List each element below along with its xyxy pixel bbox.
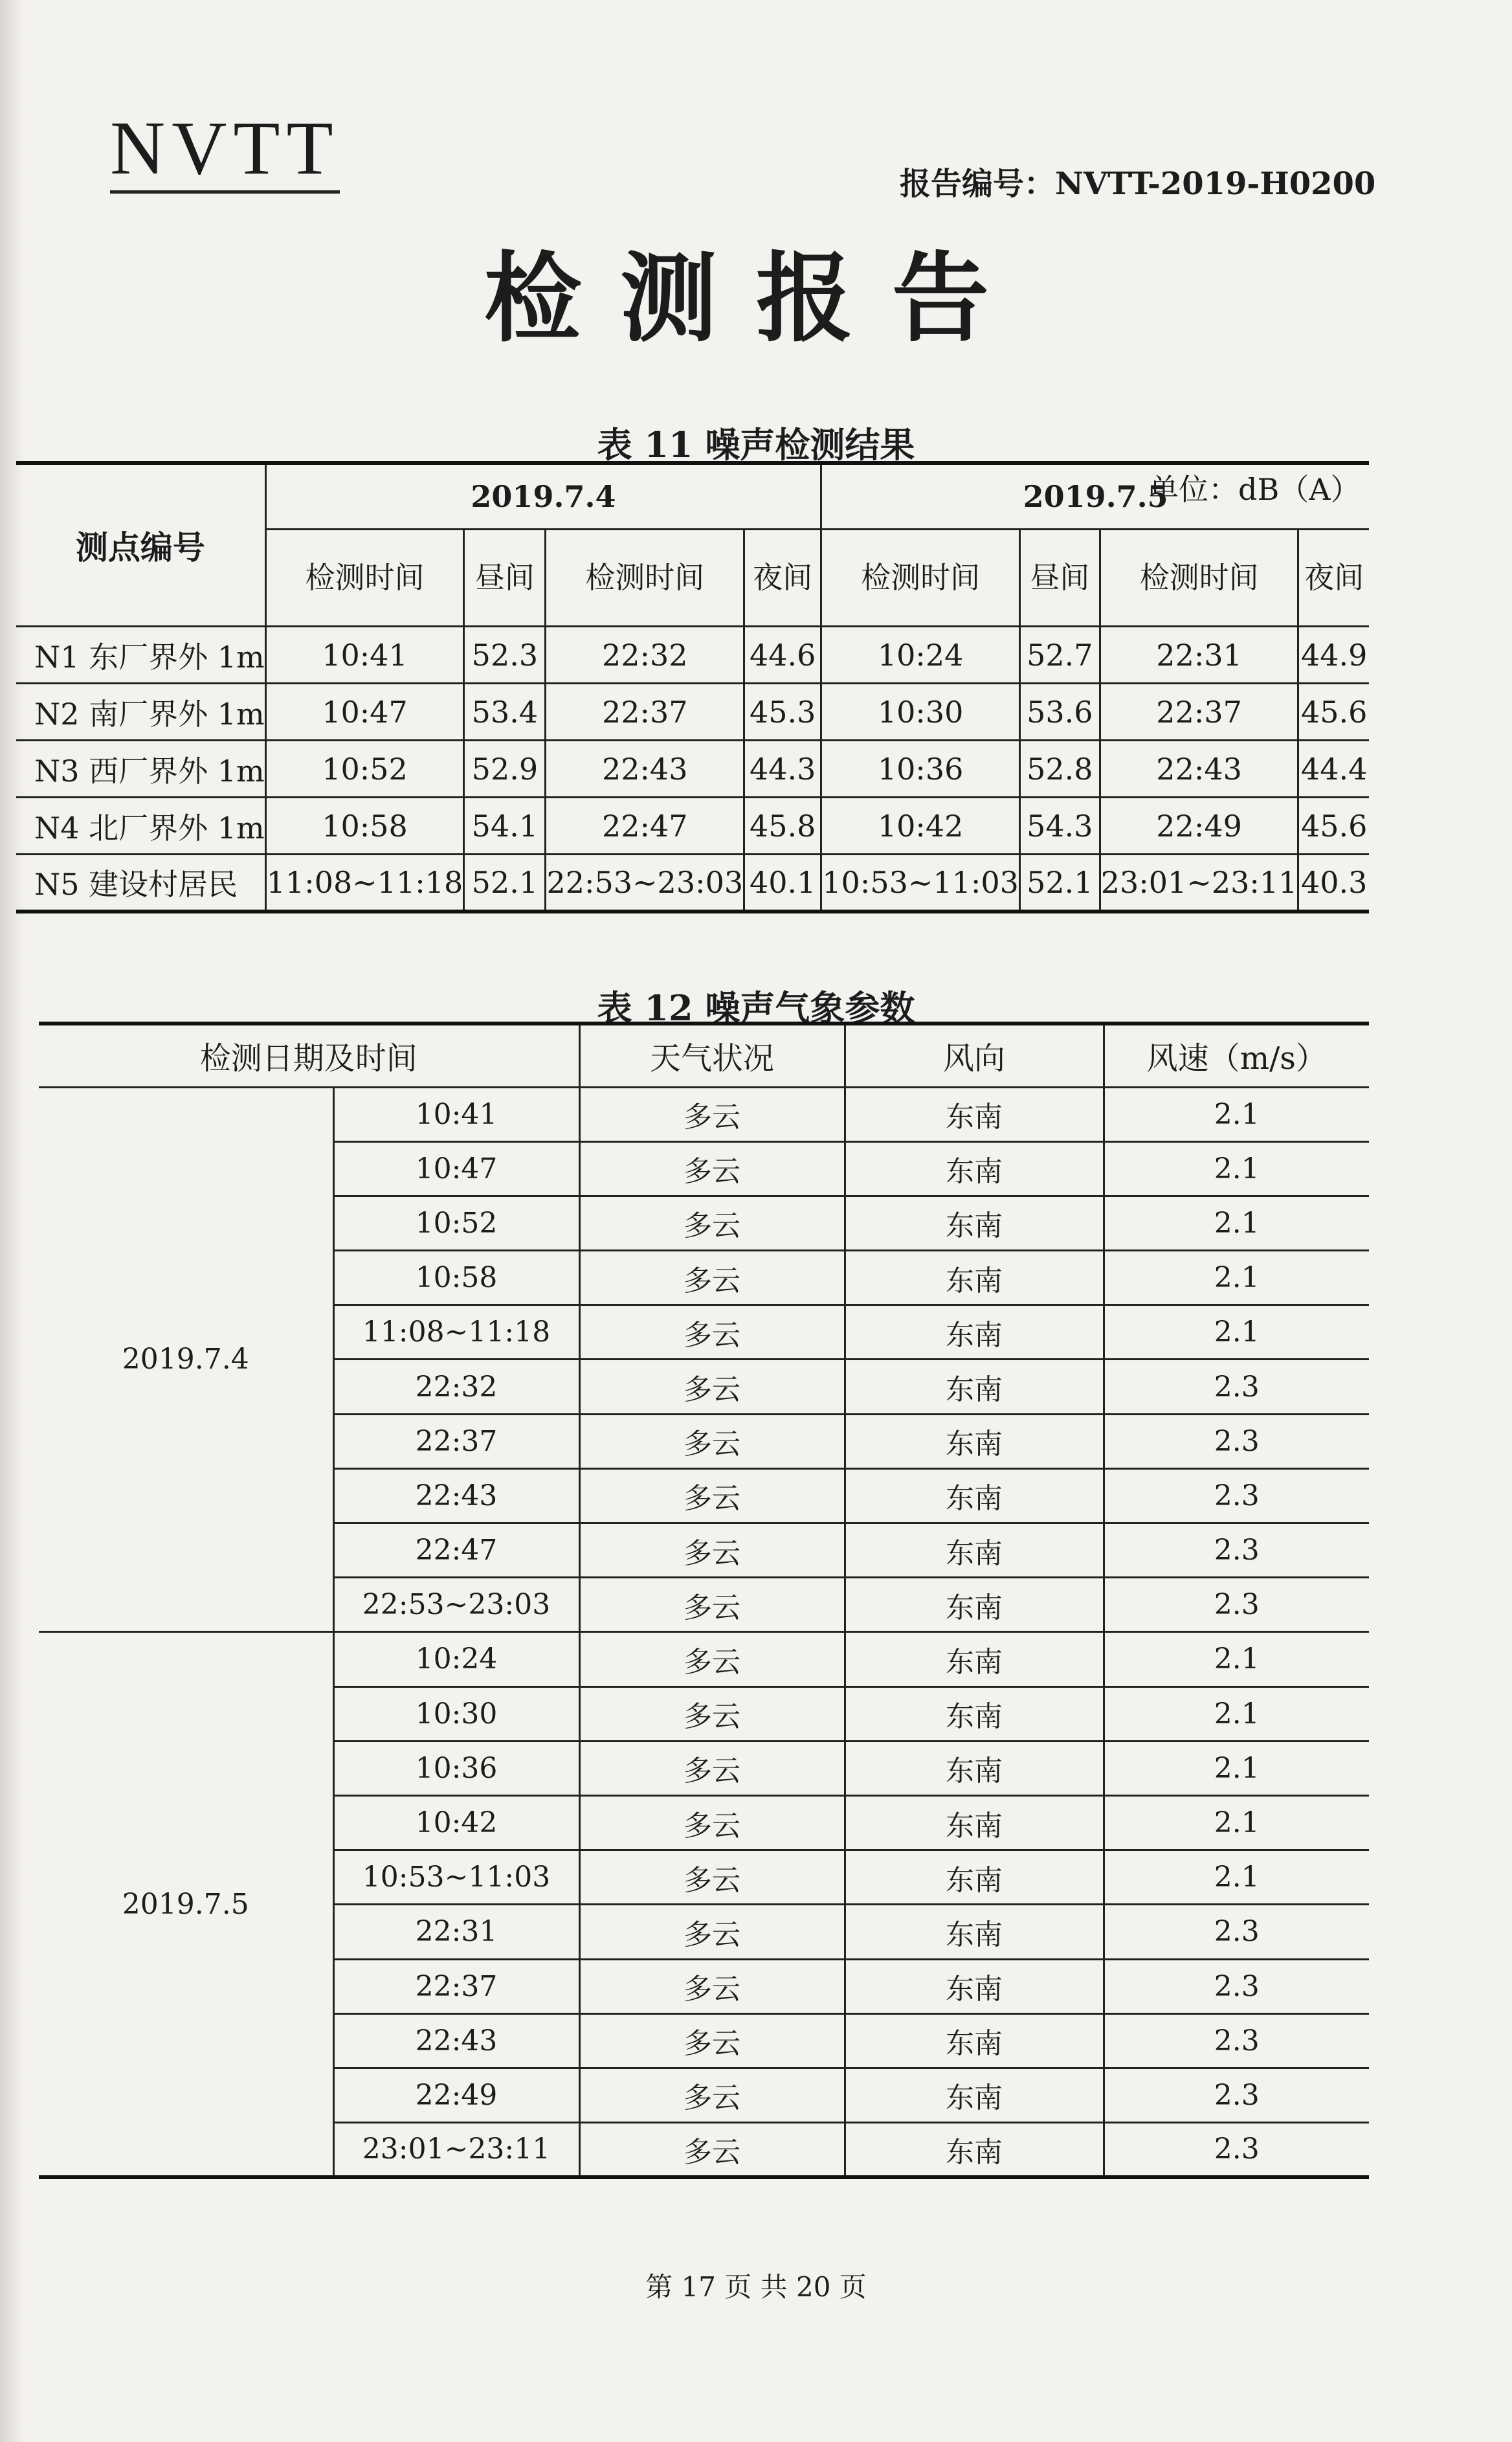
day-value-cell: 54.1: [464, 798, 546, 855]
night-value-cell: 45.8: [744, 798, 821, 855]
day-time-cell: 10:30: [821, 684, 1020, 741]
night-time-cell: 22:49: [1100, 798, 1298, 855]
table12-body: [39, 1087, 1369, 2177]
wind-speed-cell: 2.1: [1104, 1141, 1369, 1196]
day-time-cell: 10:47: [265, 684, 464, 741]
time-cell: 22:37: [333, 1414, 579, 1468]
measure-point-cell: N4 北厂界外 1m: [16, 798, 265, 855]
wind-speed-cell: 2.3: [1104, 2013, 1369, 2068]
wind-speed-cell: 2.3: [1104, 1360, 1369, 1414]
weather-cell: 多云: [579, 1414, 845, 1468]
table12-header-wind-dir: 风向: [845, 1024, 1104, 1087]
document-title: 检测报告: [484, 243, 1028, 355]
table-row: [16, 684, 1369, 741]
time-cell: 10:42: [333, 1795, 579, 1850]
measure-point-cell: N2 南厂界外 1m: [16, 684, 265, 741]
night-value-cell: 44.6: [744, 627, 821, 684]
time-cell: 22:53~23:03: [333, 1578, 579, 1632]
night-time-cell: 22:43: [1100, 741, 1298, 798]
night-value-cell: 45.3: [744, 684, 821, 741]
weather-cell: 多云: [579, 1523, 845, 1578]
table11-subheader-night: 夜间: [1298, 530, 1369, 627]
company-logo: NVTT: [110, 110, 340, 194]
table11-subheader-time: 检测时间: [546, 530, 744, 627]
wind-direction-cell: 东南: [845, 1468, 1104, 1523]
date-cell: 2019.7.5: [39, 1632, 333, 2177]
time-cell: 22:47: [333, 1523, 579, 1578]
time-cell: 10:30: [333, 1686, 579, 1741]
night-value-cell: 40.3: [1298, 855, 1369, 912]
wind-direction-cell: 东南: [845, 1414, 1104, 1468]
wind-direction-cell: 东南: [845, 1741, 1104, 1795]
table12-header-datetime: 检测日期及时间: [39, 1024, 579, 1087]
day-value-cell: 54.3: [1019, 798, 1100, 855]
night-time-cell: 22:31: [1100, 627, 1298, 684]
table11-subheader-day: 昼间: [464, 530, 546, 627]
wind-direction-cell: 东南: [845, 1905, 1104, 1959]
day-value-cell: 53.4: [464, 684, 546, 741]
weather-cell: 多云: [579, 2013, 845, 2068]
time-cell: 11:08~11:18: [333, 1305, 579, 1360]
time-cell: 22:37: [333, 1959, 579, 2013]
table11-date-row: [16, 463, 1369, 530]
table11-subheader-time: 检测时间: [265, 530, 464, 627]
wind-speed-cell: 2.1: [1104, 1251, 1369, 1305]
weather-cell: 多云: [579, 1686, 845, 1741]
day-value-cell: 52.1: [464, 855, 546, 912]
day-time-cell: 10:58: [265, 798, 464, 855]
day-time-cell: 11:08~11:18: [265, 855, 464, 912]
weather-cell: 多云: [579, 1305, 845, 1360]
wind-speed-cell: 2.1: [1104, 1686, 1369, 1741]
wind-direction-cell: 东南: [845, 1578, 1104, 1632]
table-row: [39, 1087, 1369, 1141]
night-value-cell: 44.3: [744, 741, 821, 798]
wind-speed-cell: 2.3: [1104, 1414, 1369, 1468]
weather-cell: 多云: [579, 2123, 845, 2177]
weather-cell: 多云: [579, 2068, 845, 2122]
weather-cell: 多云: [579, 1360, 845, 1414]
time-cell: 22:32: [333, 1360, 579, 1414]
table-row: [16, 855, 1369, 912]
day-time-cell: 10:42: [821, 798, 1020, 855]
weather-cell: 多云: [579, 1468, 845, 1523]
measure-point-cell: N5 建设村居民: [16, 855, 265, 912]
wind-speed-cell: 2.1: [1104, 1795, 1369, 1850]
weather-cell: 多云: [579, 1251, 845, 1305]
night-time-cell: 23:01~23:11: [1100, 855, 1298, 912]
table11-date-1: 2019.7.4: [265, 463, 821, 530]
wind-direction-cell: 东南: [845, 1087, 1104, 1141]
weather-cell: 多云: [579, 1578, 845, 1632]
date-cell: 2019.7.4: [39, 1087, 333, 1632]
weather-cell: 多云: [579, 1795, 845, 1850]
wind-direction-cell: 东南: [845, 1251, 1104, 1305]
wind-speed-cell: 2.3: [1104, 1523, 1369, 1578]
wind-direction-cell: 东南: [845, 1305, 1104, 1360]
weather-cell: 多云: [579, 1850, 845, 1905]
table12-header-wind-speed: 风速（m/s）: [1104, 1024, 1369, 1087]
time-cell: 23:01~23:11: [333, 2123, 579, 2177]
day-value-cell: 52.3: [464, 627, 546, 684]
wind-direction-cell: 东南: [845, 1959, 1104, 2013]
day-value-cell: 52.9: [464, 741, 546, 798]
day-value-cell: 52.8: [1019, 741, 1100, 798]
weather-params-table: [39, 1022, 1369, 2179]
time-cell: 22:43: [333, 2013, 579, 2068]
day-time-cell: 10:24: [821, 627, 1020, 684]
wind-direction-cell: 东南: [845, 1360, 1104, 1414]
day-value-cell: 53.6: [1019, 684, 1100, 741]
day-time-cell: 10:52: [265, 741, 464, 798]
wind-direction-cell: 东南: [845, 1523, 1104, 1578]
report-number: 报告编号：NVTT-2019-H0200: [900, 166, 1376, 202]
night-time-cell: 22:53~23:03: [546, 855, 744, 912]
wind-direction-cell: 东南: [845, 2013, 1104, 2068]
day-time-cell: 10:41: [265, 627, 464, 684]
night-time-cell: 22:37: [1100, 684, 1298, 741]
wind-speed-cell: 2.3: [1104, 1959, 1369, 2013]
time-cell: 10:52: [333, 1196, 579, 1250]
wind-speed-cell: 2.1: [1104, 1850, 1369, 1905]
measure-point-cell: N3 西厂界外 1m: [16, 741, 265, 798]
night-value-cell: 44.9: [1298, 627, 1369, 684]
wind-speed-cell: 2.1: [1104, 1632, 1369, 1686]
time-cell: 10:36: [333, 1741, 579, 1795]
noise-results-table: [16, 461, 1369, 913]
table-row: [39, 1632, 1369, 1686]
table11-caption: 表 11 噪声检测结果: [597, 424, 915, 465]
day-value-cell: 52.1: [1019, 855, 1100, 912]
night-time-cell: 22:37: [546, 684, 744, 741]
table-row: [16, 627, 1369, 684]
night-value-cell: 44.4: [1298, 741, 1369, 798]
night-time-cell: 22:32: [546, 627, 744, 684]
time-cell: 22:31: [333, 1905, 579, 1959]
day-time-cell: 10:36: [821, 741, 1020, 798]
night-time-cell: 22:43: [546, 741, 744, 798]
wind-direction-cell: 东南: [845, 1850, 1104, 1905]
wind-speed-cell: 2.3: [1104, 1468, 1369, 1523]
time-cell: 10:24: [333, 1632, 579, 1686]
table12-caption: 表 12 噪声气象参数: [597, 987, 915, 1029]
weather-cell: 多云: [579, 1196, 845, 1250]
time-cell: 22:43: [333, 1468, 579, 1523]
weather-cell: 多云: [579, 1087, 845, 1141]
weather-cell: 多云: [579, 1905, 845, 1959]
night-value-cell: 40.1: [744, 855, 821, 912]
wind-direction-cell: 东南: [845, 1196, 1104, 1250]
table-row: [16, 798, 1369, 855]
wind-direction-cell: 东南: [845, 1141, 1104, 1196]
wind-direction-cell: 东南: [845, 1686, 1104, 1741]
wind-speed-cell: 2.1: [1104, 1305, 1369, 1360]
wind-direction-cell: 东南: [845, 2068, 1104, 2122]
wind-direction-cell: 东南: [845, 1795, 1104, 1850]
night-value-cell: 45.6: [1298, 798, 1369, 855]
table11-body: [16, 627, 1369, 912]
wind-speed-cell: 2.1: [1104, 1196, 1369, 1250]
table11-unit: 单位：dB（A）: [1149, 472, 1361, 507]
day-value-cell: 52.7: [1019, 627, 1100, 684]
table-row: [16, 741, 1369, 798]
page-footer: 第 17 页 共 20 页: [645, 2271, 867, 2303]
weather-cell: 多云: [579, 1632, 845, 1686]
measure-point-cell: N1 东厂界外 1m: [16, 627, 265, 684]
day-time-cell: 10:53~11:03: [821, 855, 1020, 912]
time-cell: 10:47: [333, 1141, 579, 1196]
time-cell: 10:41: [333, 1087, 579, 1141]
wind-speed-cell: 2.1: [1104, 1741, 1369, 1795]
wind-direction-cell: 东南: [845, 2123, 1104, 2177]
table11-point-header: 测点编号: [16, 463, 265, 627]
table11-subheader-night: 夜间: [744, 530, 821, 627]
time-cell: 10:58: [333, 1251, 579, 1305]
table12-header-row: [39, 1024, 1369, 1087]
weather-cell: 多云: [579, 1141, 845, 1196]
table12-header-weather: 天气状况: [579, 1024, 845, 1087]
wind-speed-cell: 2.1: [1104, 1087, 1369, 1141]
weather-cell: 多云: [579, 1741, 845, 1795]
table11-subheader-time: 检测时间: [821, 530, 1020, 627]
time-cell: 22:49: [333, 2068, 579, 2122]
time-cell: 10:53~11:03: [333, 1850, 579, 1905]
wind-speed-cell: 2.3: [1104, 2068, 1369, 2122]
night-time-cell: 22:47: [546, 798, 744, 855]
page-edge-shadow: [0, 0, 25, 2442]
table11-subheader-day: 昼间: [1019, 530, 1100, 627]
table11-date-2: 2019.7.5: [821, 463, 1369, 530]
wind-speed-cell: 2.3: [1104, 1578, 1369, 1632]
wind-speed-cell: 2.3: [1104, 2123, 1369, 2177]
weather-cell: 多云: [579, 1959, 845, 2013]
night-value-cell: 45.6: [1298, 684, 1369, 741]
table11-subheader-time: 检测时间: [1100, 530, 1298, 627]
wind-direction-cell: 东南: [845, 1632, 1104, 1686]
wind-speed-cell: 2.3: [1104, 1905, 1369, 1959]
